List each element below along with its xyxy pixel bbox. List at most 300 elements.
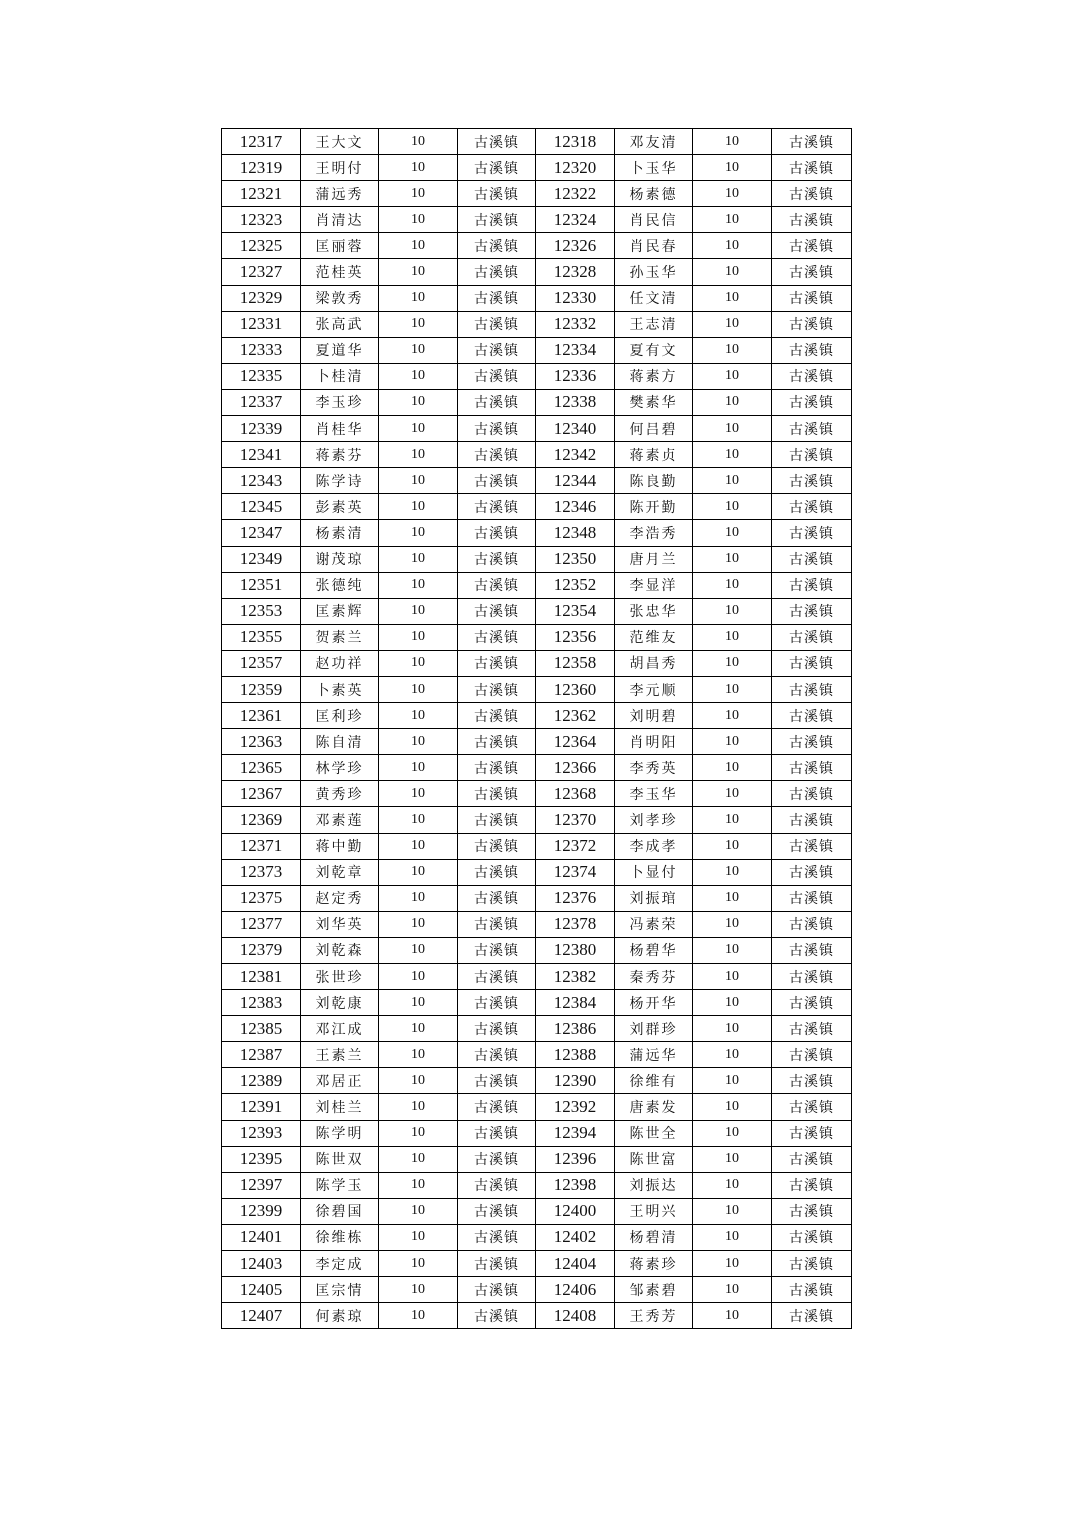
right-id-cell: 12384: [536, 990, 615, 1016]
right-name-cell: 邓友清: [615, 129, 693, 155]
left-name-cell: 邓居正: [301, 1068, 379, 1094]
right-town-cell: 古溪镇: [772, 129, 852, 155]
right-name-cell: 杨素德: [615, 181, 693, 207]
left-name-cell: 李定成: [301, 1251, 379, 1277]
right-name-cell: 任文清: [615, 285, 693, 311]
left-id-cell: 12401: [222, 1224, 301, 1250]
right-name-cell: 唐月兰: [615, 546, 693, 572]
right-amount-cell: 10: [693, 1251, 772, 1277]
right-amount-cell: 10: [693, 1120, 772, 1146]
table-row: [222, 181, 852, 207]
table-row: [222, 1120, 852, 1146]
left-amount-cell: 10: [379, 1224, 458, 1250]
left-id-cell: 12371: [222, 833, 301, 859]
right-id-cell: 12360: [536, 676, 615, 702]
right-town-cell: 古溪镇: [772, 1172, 852, 1198]
left-town-cell: 古溪镇: [458, 207, 536, 233]
right-id-cell: 12390: [536, 1068, 615, 1094]
right-town-cell: 古溪镇: [772, 363, 852, 389]
right-town-cell: 古溪镇: [772, 676, 852, 702]
right-name-cell: 蒋素珍: [615, 1251, 693, 1277]
right-id-cell: 12406: [536, 1277, 615, 1303]
right-name-cell: 李显洋: [615, 572, 693, 598]
right-amount-cell: 10: [693, 233, 772, 259]
right-amount-cell: 10: [693, 207, 772, 233]
right-id-cell: 12392: [536, 1094, 615, 1120]
right-town-cell: 古溪镇: [772, 1224, 852, 1250]
right-town-cell: 古溪镇: [772, 703, 852, 729]
right-id-cell: 12362: [536, 703, 615, 729]
left-town-cell: 古溪镇: [458, 572, 536, 598]
right-town-cell: 古溪镇: [772, 285, 852, 311]
right-id-cell: 12350: [536, 546, 615, 572]
right-id-cell: 12366: [536, 755, 615, 781]
left-town-cell: 古溪镇: [458, 911, 536, 937]
table-row: [222, 546, 852, 572]
left-id-cell: 12379: [222, 937, 301, 963]
left-town-cell: 古溪镇: [458, 807, 536, 833]
right-amount-cell: 10: [693, 676, 772, 702]
right-amount-cell: 10: [693, 442, 772, 468]
right-amount-cell: 10: [693, 911, 772, 937]
right-amount-cell: 10: [693, 859, 772, 885]
left-name-cell: 陈学明: [301, 1120, 379, 1146]
left-town-cell: 古溪镇: [458, 624, 536, 650]
right-amount-cell: 10: [693, 1016, 772, 1042]
right-id-cell: 12352: [536, 572, 615, 598]
left-amount-cell: 10: [379, 1303, 458, 1329]
left-id-cell: 12377: [222, 911, 301, 937]
left-name-cell: 刘乾章: [301, 859, 379, 885]
left-amount-cell: 10: [379, 337, 458, 363]
right-town-cell: 古溪镇: [772, 1094, 852, 1120]
right-amount-cell: 10: [693, 598, 772, 624]
left-amount-cell: 10: [379, 755, 458, 781]
left-amount-cell: 10: [379, 676, 458, 702]
right-id-cell: 12338: [536, 389, 615, 415]
table-row: [222, 311, 852, 337]
left-id-cell: 12329: [222, 285, 301, 311]
left-amount-cell: 10: [379, 624, 458, 650]
right-town-cell: 古溪镇: [772, 964, 852, 990]
table-row: [222, 416, 852, 442]
left-name-cell: 陈学玉: [301, 1172, 379, 1198]
left-town-cell: 古溪镇: [458, 1120, 536, 1146]
right-name-cell: 刘振琯: [615, 885, 693, 911]
left-amount-cell: 10: [379, 1172, 458, 1198]
left-amount-cell: 10: [379, 1068, 458, 1094]
left-town-cell: 古溪镇: [458, 1277, 536, 1303]
left-name-cell: 匡丽蓉: [301, 233, 379, 259]
right-amount-cell: 10: [693, 729, 772, 755]
right-amount-cell: 10: [693, 1277, 772, 1303]
table-row: [222, 1172, 852, 1198]
right-name-cell: 杨碧清: [615, 1224, 693, 1250]
right-town-cell: 古溪镇: [772, 468, 852, 494]
left-name-cell: 谢茂琼: [301, 546, 379, 572]
left-name-cell: 赵功祥: [301, 650, 379, 676]
left-amount-cell: 10: [379, 807, 458, 833]
left-town-cell: 古溪镇: [458, 155, 536, 181]
right-id-cell: 12400: [536, 1198, 615, 1224]
left-name-cell: 蒲远秀: [301, 181, 379, 207]
left-town-cell: 古溪镇: [458, 363, 536, 389]
left-name-cell: 杨素清: [301, 520, 379, 546]
left-amount-cell: 10: [379, 1042, 458, 1068]
left-name-cell: 彭素英: [301, 494, 379, 520]
right-name-cell: 冯素荣: [615, 911, 693, 937]
right-name-cell: 蒲远华: [615, 1042, 693, 1068]
table-row: [222, 1198, 852, 1224]
right-id-cell: 12378: [536, 911, 615, 937]
left-name-cell: 陈学诗: [301, 468, 379, 494]
right-name-cell: 夏有文: [615, 337, 693, 363]
table-row: [222, 442, 852, 468]
table-row: [222, 911, 852, 937]
left-name-cell: 蒋中勤: [301, 833, 379, 859]
left-name-cell: 肖桂华: [301, 416, 379, 442]
right-amount-cell: 10: [693, 937, 772, 963]
right-amount-cell: 10: [693, 1198, 772, 1224]
left-id-cell: 12393: [222, 1120, 301, 1146]
right-id-cell: 12356: [536, 624, 615, 650]
left-name-cell: 张世珍: [301, 964, 379, 990]
right-name-cell: 唐素发: [615, 1094, 693, 1120]
left-id-cell: 12389: [222, 1068, 301, 1094]
left-id-cell: 12367: [222, 781, 301, 807]
left-name-cell: 王明付: [301, 155, 379, 181]
left-town-cell: 古溪镇: [458, 311, 536, 337]
left-town-cell: 古溪镇: [458, 1303, 536, 1329]
right-name-cell: 李成孝: [615, 833, 693, 859]
left-town-cell: 古溪镇: [458, 416, 536, 442]
left-id-cell: 12343: [222, 468, 301, 494]
right-town-cell: 古溪镇: [772, 494, 852, 520]
table-row: [222, 468, 852, 494]
right-name-cell: 李玉华: [615, 781, 693, 807]
right-name-cell: 肖民春: [615, 233, 693, 259]
right-amount-cell: 10: [693, 1146, 772, 1172]
right-town-cell: 古溪镇: [772, 1251, 852, 1277]
right-name-cell: 杨开华: [615, 990, 693, 1016]
right-town-cell: 古溪镇: [772, 755, 852, 781]
right-amount-cell: 10: [693, 363, 772, 389]
left-id-cell: 12385: [222, 1016, 301, 1042]
right-amount-cell: 10: [693, 964, 772, 990]
right-id-cell: 12396: [536, 1146, 615, 1172]
right-name-cell: 李浩秀: [615, 520, 693, 546]
right-name-cell: 肖明阳: [615, 729, 693, 755]
right-name-cell: 刘明碧: [615, 703, 693, 729]
right-name-cell: 范维友: [615, 624, 693, 650]
right-town-cell: 古溪镇: [772, 181, 852, 207]
right-id-cell: 12346: [536, 494, 615, 520]
right-name-cell: 何吕碧: [615, 416, 693, 442]
left-town-cell: 古溪镇: [458, 468, 536, 494]
left-amount-cell: 10: [379, 520, 458, 546]
right-amount-cell: 10: [693, 885, 772, 911]
left-amount-cell: 10: [379, 494, 458, 520]
right-id-cell: 12388: [536, 1042, 615, 1068]
right-amount-cell: 10: [693, 494, 772, 520]
right-name-cell: 樊素华: [615, 389, 693, 415]
right-name-cell: 肖民信: [615, 207, 693, 233]
right-town-cell: 古溪镇: [772, 1198, 852, 1224]
left-amount-cell: 10: [379, 233, 458, 259]
right-id-cell: 12334: [536, 337, 615, 363]
table-row: [222, 1146, 852, 1172]
table-row: [222, 1094, 852, 1120]
table-row: [222, 650, 852, 676]
right-amount-cell: 10: [693, 572, 772, 598]
right-amount-cell: 10: [693, 755, 772, 781]
left-amount-cell: 10: [379, 1094, 458, 1120]
left-name-cell: 何素琼: [301, 1303, 379, 1329]
right-id-cell: 12328: [536, 259, 615, 285]
right-name-cell: 胡昌秀: [615, 650, 693, 676]
table-row: [222, 207, 852, 233]
left-amount-cell: 10: [379, 859, 458, 885]
right-town-cell: 古溪镇: [772, 259, 852, 285]
right-amount-cell: 10: [693, 624, 772, 650]
right-id-cell: 12318: [536, 129, 615, 155]
right-town-cell: 古溪镇: [772, 807, 852, 833]
left-town-cell: 古溪镇: [458, 833, 536, 859]
right-amount-cell: 10: [693, 468, 772, 494]
right-town-cell: 古溪镇: [772, 155, 852, 181]
left-town-cell: 古溪镇: [458, 964, 536, 990]
left-name-cell: 王大文: [301, 129, 379, 155]
left-town-cell: 古溪镇: [458, 1016, 536, 1042]
left-amount-cell: 10: [379, 546, 458, 572]
right-amount-cell: 10: [693, 259, 772, 285]
right-town-cell: 古溪镇: [772, 233, 852, 259]
table-row: [222, 781, 852, 807]
left-town-cell: 古溪镇: [458, 1198, 536, 1224]
right-town-cell: 古溪镇: [772, 598, 852, 624]
right-town-cell: 古溪镇: [772, 442, 852, 468]
right-amount-cell: 10: [693, 703, 772, 729]
right-town-cell: 古溪镇: [772, 520, 852, 546]
left-id-cell: 12339: [222, 416, 301, 442]
left-amount-cell: 10: [379, 781, 458, 807]
right-amount-cell: 10: [693, 337, 772, 363]
left-name-cell: 陈自清: [301, 729, 379, 755]
right-name-cell: 张忠华: [615, 598, 693, 624]
left-town-cell: 古溪镇: [458, 259, 536, 285]
left-town-cell: 古溪镇: [458, 520, 536, 546]
right-town-cell: 古溪镇: [772, 781, 852, 807]
left-amount-cell: 10: [379, 207, 458, 233]
right-amount-cell: 10: [693, 1224, 772, 1250]
left-town-cell: 古溪镇: [458, 859, 536, 885]
right-name-cell: 刘振达: [615, 1172, 693, 1198]
right-id-cell: 12322: [536, 181, 615, 207]
left-id-cell: 12387: [222, 1042, 301, 1068]
left-name-cell: 卜素英: [301, 676, 379, 702]
right-town-cell: 古溪镇: [772, 546, 852, 572]
right-amount-cell: 10: [693, 650, 772, 676]
right-id-cell: 12376: [536, 885, 615, 911]
right-amount-cell: 10: [693, 311, 772, 337]
left-town-cell: 古溪镇: [458, 885, 536, 911]
left-name-cell: 刘华英: [301, 911, 379, 937]
table-row: [222, 859, 852, 885]
right-amount-cell: 10: [693, 129, 772, 155]
left-name-cell: 林学珍: [301, 755, 379, 781]
left-id-cell: 12319: [222, 155, 301, 181]
left-town-cell: 古溪镇: [458, 1172, 536, 1198]
right-town-cell: 古溪镇: [772, 885, 852, 911]
left-name-cell: 刘乾康: [301, 990, 379, 1016]
table-row: [222, 389, 852, 415]
left-amount-cell: 10: [379, 990, 458, 1016]
right-town-cell: 古溪镇: [772, 650, 852, 676]
table-row: [222, 937, 852, 963]
left-amount-cell: 10: [379, 1277, 458, 1303]
right-id-cell: 12368: [536, 781, 615, 807]
table-row: [222, 598, 852, 624]
left-town-cell: 古溪镇: [458, 1146, 536, 1172]
table-row: [222, 1016, 852, 1042]
table-row: [222, 624, 852, 650]
left-amount-cell: 10: [379, 911, 458, 937]
right-town-cell: 古溪镇: [772, 1042, 852, 1068]
right-id-cell: 12336: [536, 363, 615, 389]
left-name-cell: 张德纯: [301, 572, 379, 598]
right-name-cell: 刘孝珍: [615, 807, 693, 833]
right-id-cell: 12320: [536, 155, 615, 181]
right-id-cell: 12348: [536, 520, 615, 546]
left-name-cell: 刘桂兰: [301, 1094, 379, 1120]
left-town-cell: 古溪镇: [458, 1251, 536, 1277]
left-amount-cell: 10: [379, 285, 458, 311]
left-id-cell: 12395: [222, 1146, 301, 1172]
left-amount-cell: 10: [379, 389, 458, 415]
left-id-cell: 12341: [222, 442, 301, 468]
left-town-cell: 古溪镇: [458, 781, 536, 807]
left-amount-cell: 10: [379, 572, 458, 598]
left-amount-cell: 10: [379, 1120, 458, 1146]
right-id-cell: 12402: [536, 1224, 615, 1250]
left-town-cell: 古溪镇: [458, 1224, 536, 1250]
table-row: [222, 337, 852, 363]
left-name-cell: 梁敦秀: [301, 285, 379, 311]
left-name-cell: 李玉珍: [301, 389, 379, 415]
right-id-cell: 12330: [536, 285, 615, 311]
left-id-cell: 12347: [222, 520, 301, 546]
left-id-cell: 12405: [222, 1277, 301, 1303]
left-amount-cell: 10: [379, 729, 458, 755]
left-amount-cell: 10: [379, 598, 458, 624]
left-town-cell: 古溪镇: [458, 285, 536, 311]
table-row: [222, 363, 852, 389]
left-amount-cell: 10: [379, 703, 458, 729]
table-row: [222, 1224, 852, 1250]
right-town-cell: 古溪镇: [772, 389, 852, 415]
table-row: [222, 233, 852, 259]
right-name-cell: 徐维有: [615, 1068, 693, 1094]
left-name-cell: 徐维栋: [301, 1224, 379, 1250]
table-row: [222, 1303, 852, 1329]
left-id-cell: 12321: [222, 181, 301, 207]
left-town-cell: 古溪镇: [458, 729, 536, 755]
right-town-cell: 古溪镇: [772, 207, 852, 233]
right-id-cell: 12332: [536, 311, 615, 337]
right-town-cell: 古溪镇: [772, 624, 852, 650]
left-name-cell: 蒋素芬: [301, 442, 379, 468]
left-name-cell: 贺素兰: [301, 624, 379, 650]
right-amount-cell: 10: [693, 990, 772, 1016]
right-amount-cell: 10: [693, 1068, 772, 1094]
left-id-cell: 12407: [222, 1303, 301, 1329]
table-row: [222, 285, 852, 311]
left-id-cell: 12375: [222, 885, 301, 911]
right-name-cell: 王明兴: [615, 1198, 693, 1224]
right-id-cell: 12386: [536, 1016, 615, 1042]
right-id-cell: 12324: [536, 207, 615, 233]
left-town-cell: 古溪镇: [458, 703, 536, 729]
right-town-cell: 古溪镇: [772, 937, 852, 963]
left-amount-cell: 10: [379, 1146, 458, 1172]
right-name-cell: 陈世全: [615, 1120, 693, 1146]
right-name-cell: 邹素碧: [615, 1277, 693, 1303]
right-amount-cell: 10: [693, 1042, 772, 1068]
right-amount-cell: 10: [693, 781, 772, 807]
table-row: [222, 990, 852, 1016]
table-row: [222, 729, 852, 755]
left-name-cell: 陈世双: [301, 1146, 379, 1172]
table-row: [222, 259, 852, 285]
left-id-cell: 12363: [222, 729, 301, 755]
right-name-cell: 蒋素贞: [615, 442, 693, 468]
right-id-cell: 12326: [536, 233, 615, 259]
right-town-cell: 古溪镇: [772, 1016, 852, 1042]
left-amount-cell: 10: [379, 833, 458, 859]
right-town-cell: 古溪镇: [772, 833, 852, 859]
left-id-cell: 12337: [222, 389, 301, 415]
table-row: [222, 572, 852, 598]
right-name-cell: 陈良勤: [615, 468, 693, 494]
right-id-cell: 12344: [536, 468, 615, 494]
left-name-cell: 王素兰: [301, 1042, 379, 1068]
right-name-cell: 刘群珍: [615, 1016, 693, 1042]
left-town-cell: 古溪镇: [458, 1068, 536, 1094]
right-town-cell: 古溪镇: [772, 911, 852, 937]
left-id-cell: 12345: [222, 494, 301, 520]
left-name-cell: 邓江成: [301, 1016, 379, 1042]
left-id-cell: 12333: [222, 337, 301, 363]
left-amount-cell: 10: [379, 416, 458, 442]
right-id-cell: 12382: [536, 964, 615, 990]
right-id-cell: 12354: [536, 598, 615, 624]
right-town-cell: 古溪镇: [772, 1120, 852, 1146]
left-town-cell: 古溪镇: [458, 755, 536, 781]
left-id-cell: 12369: [222, 807, 301, 833]
table-row: [222, 155, 852, 181]
left-id-cell: 12381: [222, 964, 301, 990]
right-id-cell: 12364: [536, 729, 615, 755]
left-name-cell: 赵定秀: [301, 885, 379, 911]
left-id-cell: 12327: [222, 259, 301, 285]
left-town-cell: 古溪镇: [458, 494, 536, 520]
left-id-cell: 12325: [222, 233, 301, 259]
right-name-cell: 杨碧华: [615, 937, 693, 963]
left-amount-cell: 10: [379, 1198, 458, 1224]
left-name-cell: 范桂英: [301, 259, 379, 285]
left-amount-cell: 10: [379, 311, 458, 337]
left-amount-cell: 10: [379, 442, 458, 468]
